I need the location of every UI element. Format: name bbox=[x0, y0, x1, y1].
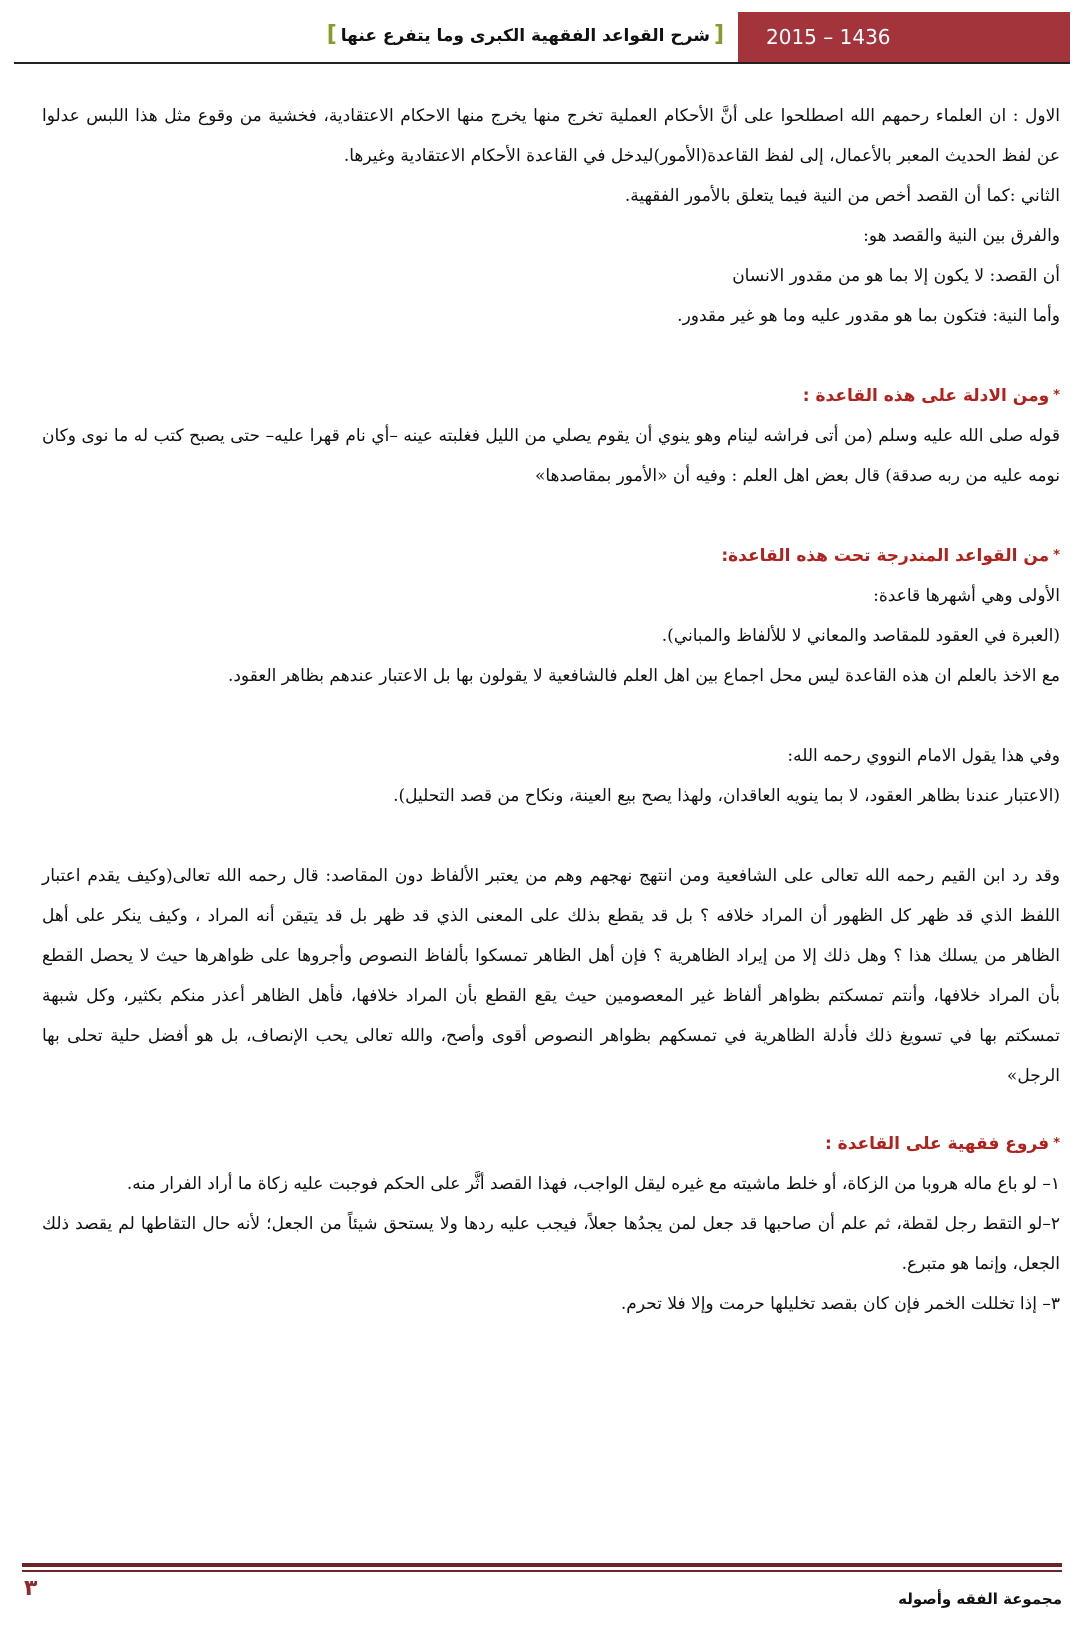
header-divider bbox=[14, 62, 1070, 64]
heading-sub-rules-text: من القواعد المندرجة تحت هذه القاعدة: bbox=[721, 546, 1050, 566]
heading-evidence-text: ومن الادلة على هذه القاعدة : bbox=[802, 386, 1050, 406]
paragraph-niyya-definition: وأما النية: فتكون بما هو مقدور عليه وما هو غير مقدور. bbox=[677, 306, 1060, 326]
heading-evidence bbox=[42, 376, 1060, 416]
page-content bbox=[42, 96, 1060, 1324]
paragraph-difference-intro: والفرق بين النية والقصد هو: bbox=[863, 226, 1060, 246]
heading-star-icon: * bbox=[1053, 548, 1060, 563]
list-item-branch-2: ٢–لو التقط رجل لقطة، ثم علم أن صاحبها قد جعل لمن يجدُها جعلاً، فيجب عليه ردها ولا يستحق شيئاً من الجعل؛ لأنه حال التقاطها لم يقصد ذلك الجعل، وإنما هو متبرع. bbox=[42, 1214, 1060, 1274]
header-year: 2015 – 1436 bbox=[766, 25, 891, 49]
bracket-close: ] bbox=[326, 22, 337, 47]
heading-star-icon: * bbox=[1053, 1136, 1060, 1151]
header-title-block bbox=[323, 20, 728, 51]
paragraph-shafii-note: مع الاخذ بالعلم ان هذه القاعدة ليس محل اجماع بين اهل العلم فالشافعية لا يقولون بها بل الاعتبار عندهم بظاهر العقود. bbox=[227, 666, 1060, 686]
paragraph-nawawi-quote: (الاعتبار عندنا بظاهر العقود، لا بما ينويه العاقدان، ولهذا يصح بيع العينة، ونكاح من قصد التحليل). bbox=[393, 786, 1060, 806]
footer-divider-thick bbox=[22, 1563, 1062, 1567]
heading-branches bbox=[42, 1124, 1060, 1164]
spacer bbox=[42, 496, 1060, 536]
header-title: شرح القواعد الفقهية الكبرى وما يتفرع عنها bbox=[340, 26, 710, 46]
paragraph-rule-text: (العبرة في العقود للمقاصد والمعاني لا للألفاظ والمباني). bbox=[661, 626, 1060, 646]
footer-group-name: مجموعة الفقه وأصوله bbox=[898, 1590, 1062, 1608]
heading-star-icon: * bbox=[1053, 388, 1060, 403]
spacer bbox=[42, 336, 1060, 376]
spacer bbox=[42, 696, 1060, 736]
spacer bbox=[42, 1096, 1060, 1124]
paragraph-second-reason: الثاني :كما أن القصد أخص من النية فيما يتعلق بالأمور الفقهية. bbox=[624, 186, 1060, 206]
list-item-branch-3: ٣– إذا تخللت الخمر فإن كان بقصد تخليلها حرمت وإلا فلا تحرم. bbox=[620, 1294, 1060, 1314]
bracket-open: [ bbox=[713, 22, 724, 47]
paragraph-hadith: قوله صلى الله عليه وسلم (من أتى فراشه لينام وهو ينوي أن يقوم يصلي من الليل فغلبته عينه –أي نام قهرا عليه– حتى يصبح كتب له ما نوى وكان نومه عليه من ربه صدقة) قال بعض اهل العلم : وفيه أن «الأمور بمقاصدها» bbox=[42, 426, 1060, 486]
heading-branches-text: فروع فقهية على القاعدة : bbox=[824, 1134, 1050, 1154]
page-header bbox=[14, 0, 1070, 64]
paragraph-first-reason: الاول : ان العلماء رحمهم الله اصطلحوا على أنَّ الأحكام العملية تخرج منها يخرج منها الاحكام الاعتقادية، فخشية من وقوع مثل هذا اللبس عدلوا عن لفظ الحديث المعبر بالأعمال، إلى لفظ القاعدة(الأمور)ليدخل في القاعدة الأحكام الاعتقادية وغيرها. bbox=[42, 106, 1060, 166]
heading-sub-rules bbox=[42, 536, 1060, 576]
header-year-band bbox=[738, 12, 1070, 62]
paragraph-qasd-definition: أن القصد: لا يكون إلا بما هو من مقدور الانسان bbox=[732, 266, 1060, 286]
paragraph-first-rule: الأولى وهي أشهرها قاعدة: bbox=[873, 586, 1060, 606]
paragraph-nawawi-intro: وفي هذا يقول الامام النووي رحمه الله: bbox=[787, 746, 1060, 766]
paragraph-ibn-qayyim: وقد رد ابن القيم رحمه الله تعالى على الشافعية ومن انتهج نهجهم وهم من يعتبر الألفاظ دون المقاصد: قال رحمه الله تعالى(وكيف يقدم اعتبار اللفظ الذي قد ظهر كل الظهور أن المراد خلافه ؟ بل قد يقطع بذلك على المعنى الذي قد ظهر بل قد يتيقن أنه المراد ، وكيف ينكر على أهل الظاهر من يسلك هذا ؟ وهل ذلك إلا من إيراد الظاهرية ؟ فإن أهل الظاهر تمسكوا بألفاظ النصوص وأجروها على ظواهرها حيث لا يحصل القطع بأن المراد خلافها، وأنتم تمسكتم بظواهر ألفاظ غير المعصومين حيث يقع القطع بأن المراد خلافها، فأهل الظاهر أعذر منكم بكثير، وكل شبهة تمسكتم بها في تسويغ ذلك فأدلة الظاهرية في تمسكهم بظواهر النصوص أقوى وأصح، والله تعالى يحب الإنصاف، بل هو أفضل حلية تحلى بها الرجل» bbox=[42, 866, 1060, 1086]
list-item-branch-1: ١– لو باع ماله هروبا من الزكاة، أو خلط ماشيته مع غيره ليقل الواجب، فهذا القصد أثَّر على الحكم فوجبت عليه زكاة ما أراد الفرار منه. bbox=[126, 1174, 1060, 1194]
page-number: ٣ bbox=[24, 1576, 38, 1601]
spacer bbox=[42, 816, 1060, 856]
footer-divider-thin bbox=[22, 1570, 1062, 1572]
